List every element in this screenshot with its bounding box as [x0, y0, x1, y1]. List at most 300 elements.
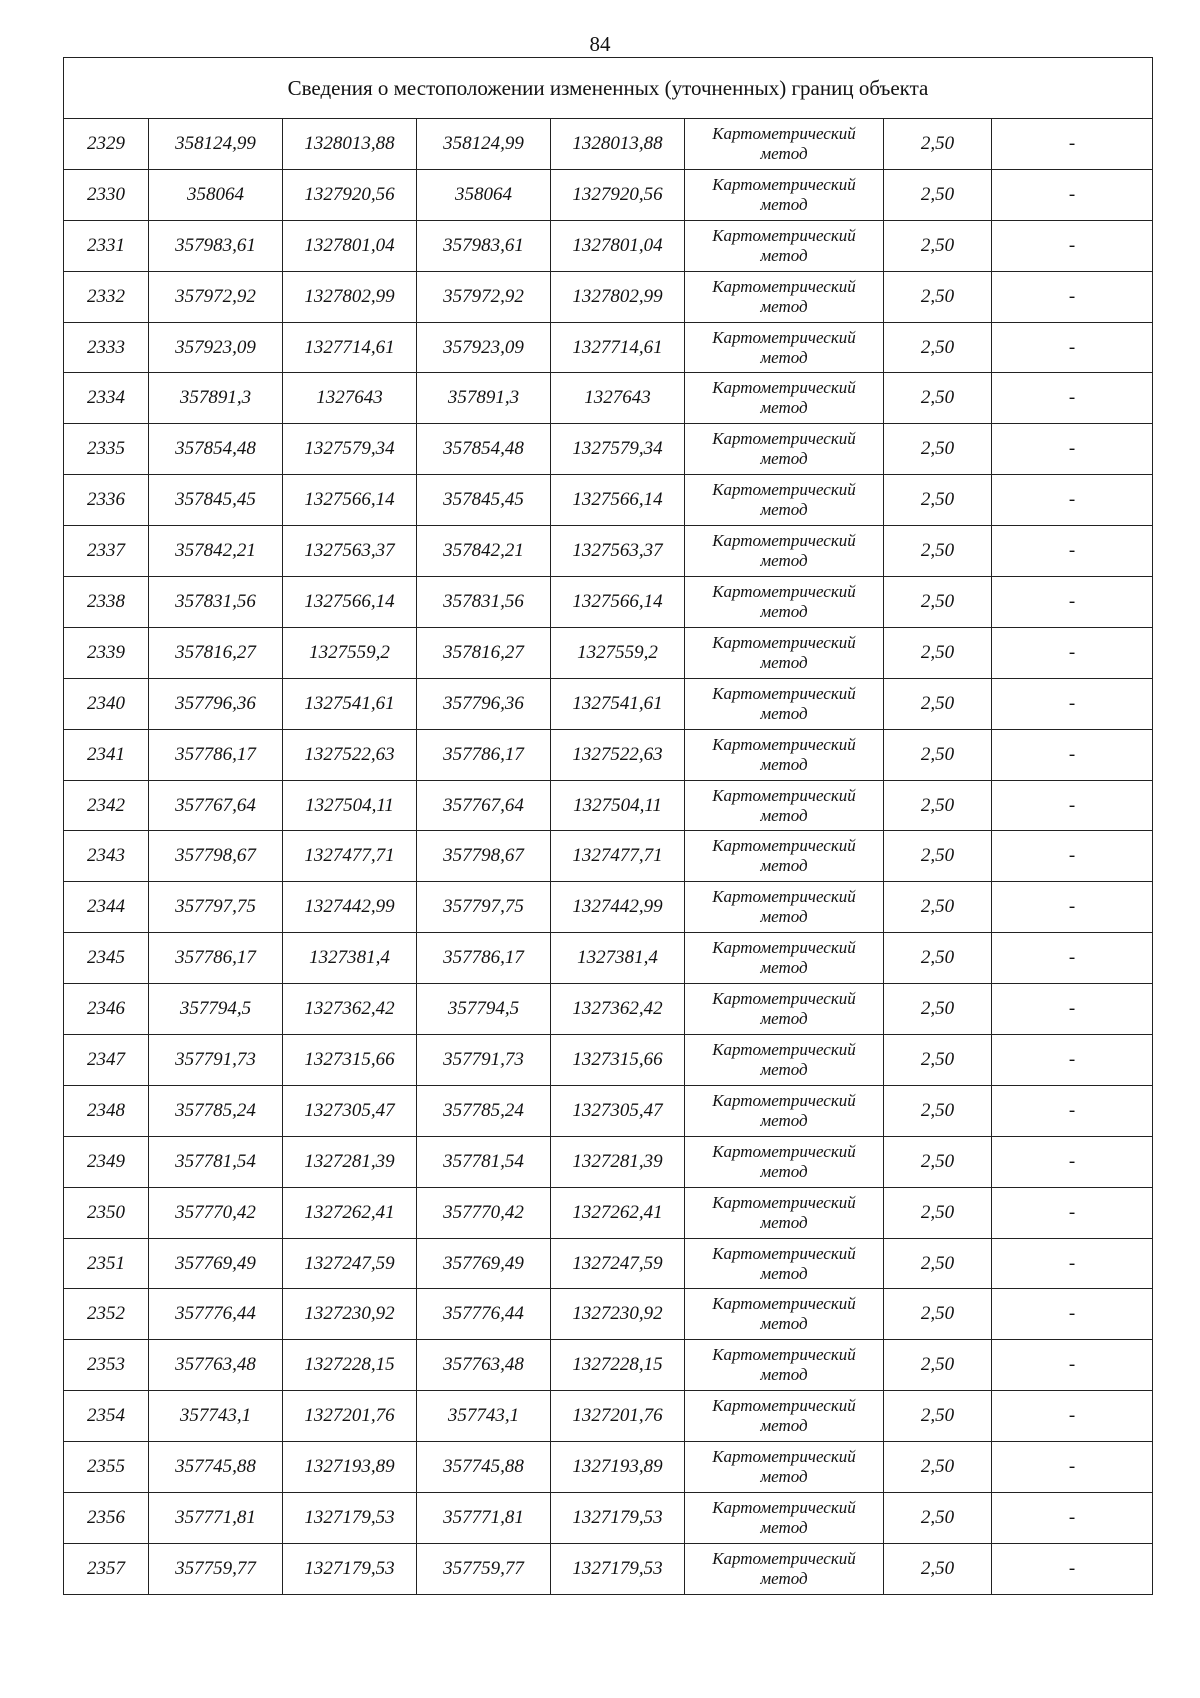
method-line-1: Картометрический	[712, 123, 856, 143]
method-line-2: метод	[760, 703, 808, 723]
accuracy-cell: 2,50	[884, 627, 992, 678]
page-number: 84	[589, 32, 611, 56]
x-refined-cell: 357854,48	[417, 424, 551, 475]
y-existing-cell: 1327381,4	[283, 933, 417, 984]
point-number-cell: 2352	[64, 1289, 149, 1340]
point-number-cell: 2346	[64, 984, 149, 1035]
table-body	[64, 58, 1153, 1595]
y-existing-cell: 1327362,42	[283, 984, 417, 1035]
accuracy-cell: 2,50	[884, 577, 992, 628]
accuracy-cell: 2,50	[884, 322, 992, 373]
x-refined-cell: 357771,81	[417, 1493, 551, 1544]
method-cell	[685, 627, 884, 678]
method-line-1: Картометрический	[712, 1396, 856, 1416]
x-existing-cell: 357763,48	[149, 1340, 283, 1391]
y-refined-cell: 1327522,63	[551, 729, 685, 780]
point-number-cell: 2330	[64, 169, 149, 220]
note-cell: -	[992, 1391, 1153, 1442]
point-number-cell: 2329	[64, 119, 149, 170]
y-existing-cell: 1327247,59	[283, 1238, 417, 1289]
y-refined-cell: 1327193,89	[551, 1442, 685, 1493]
note-cell: -	[992, 780, 1153, 831]
point-number-cell: 2350	[64, 1187, 149, 1238]
method-line-2: метод	[760, 245, 808, 265]
x-refined-cell: 358124,99	[417, 119, 551, 170]
y-existing-cell: 1327179,53	[283, 1493, 417, 1544]
x-existing-cell: 357891,3	[149, 373, 283, 424]
method-cell	[685, 526, 884, 577]
accuracy-cell: 2,50	[884, 678, 992, 729]
method-line-1: Картометрический	[712, 429, 856, 449]
y-refined-cell: 1327504,11	[551, 780, 685, 831]
table-row	[64, 678, 1153, 729]
method-line-1: Картометрический	[712, 1141, 856, 1161]
method-line-1: Картометрический	[712, 938, 856, 958]
y-existing-cell: 1327305,47	[283, 1085, 417, 1136]
accuracy-cell: 2,50	[884, 1238, 992, 1289]
x-refined-cell: 357781,54	[417, 1136, 551, 1187]
x-refined-cell: 358064	[417, 169, 551, 220]
method-line-2: метод	[760, 856, 808, 876]
method-cell	[685, 577, 884, 628]
x-refined-cell: 357891,3	[417, 373, 551, 424]
method-line-1: Картометрический	[712, 174, 856, 194]
x-refined-cell: 357743,1	[417, 1391, 551, 1442]
y-existing-cell: 1327228,15	[283, 1340, 417, 1391]
note-cell: -	[992, 373, 1153, 424]
method-line-2: метод	[760, 1212, 808, 1232]
x-existing-cell: 357842,21	[149, 526, 283, 577]
point-number-cell: 2344	[64, 882, 149, 933]
method-cell	[685, 729, 884, 780]
accuracy-cell: 2,50	[884, 271, 992, 322]
x-refined-cell: 357972,92	[417, 271, 551, 322]
method-cell	[685, 882, 884, 933]
method-line-2: метод	[760, 449, 808, 469]
method-line-1: Картометрический	[712, 734, 856, 754]
note-cell: -	[992, 1085, 1153, 1136]
y-existing-cell: 1327522,63	[283, 729, 417, 780]
note-cell: -	[992, 1289, 1153, 1340]
x-refined-cell: 357745,88	[417, 1442, 551, 1493]
method-line-1: Картометрический	[712, 1294, 856, 1314]
point-number-cell: 2353	[64, 1340, 149, 1391]
y-refined-cell: 1327563,37	[551, 526, 685, 577]
method-cell	[685, 1493, 884, 1544]
x-existing-cell: 357796,36	[149, 678, 283, 729]
x-existing-cell: 357816,27	[149, 627, 283, 678]
note-cell: -	[992, 1136, 1153, 1187]
note-cell: -	[992, 271, 1153, 322]
method-line-1: Картометрический	[712, 225, 856, 245]
point-number-cell: 2338	[64, 577, 149, 628]
y-existing-cell: 1327801,04	[283, 220, 417, 271]
y-existing-cell: 1327802,99	[283, 271, 417, 322]
method-line-1: Картометрический	[712, 836, 856, 856]
method-line-1: Картометрический	[712, 887, 856, 907]
accuracy-cell: 2,50	[884, 780, 992, 831]
method-line-1: Картометрический	[712, 1447, 856, 1467]
accuracy-cell: 2,50	[884, 1136, 992, 1187]
table-row	[64, 1136, 1153, 1187]
point-number-cell: 2336	[64, 475, 149, 526]
point-number-cell: 2356	[64, 1493, 149, 1544]
accuracy-cell: 2,50	[884, 373, 992, 424]
note-cell: -	[992, 577, 1153, 628]
point-number-cell: 2340	[64, 678, 149, 729]
x-refined-cell: 357786,17	[417, 933, 551, 984]
y-existing-cell: 1327566,14	[283, 577, 417, 628]
y-refined-cell: 1327281,39	[551, 1136, 685, 1187]
method-line-2: метод	[760, 500, 808, 520]
x-existing-cell: 357767,64	[149, 780, 283, 831]
y-refined-cell: 1327566,14	[551, 577, 685, 628]
x-existing-cell: 357743,1	[149, 1391, 283, 1442]
table-row	[64, 1085, 1153, 1136]
method-line-2: метод	[760, 601, 808, 621]
method-line-2: метод	[760, 805, 808, 825]
method-cell	[685, 322, 884, 373]
accuracy-cell: 2,50	[884, 1035, 992, 1086]
method-line-1: Картометрический	[712, 683, 856, 703]
y-refined-cell: 1328013,88	[551, 119, 685, 170]
method-line-2: метод	[760, 1110, 808, 1130]
method-line-1: Картометрический	[712, 1243, 856, 1263]
x-refined-cell: 357776,44	[417, 1289, 551, 1340]
table-row	[64, 780, 1153, 831]
y-refined-cell: 1327714,61	[551, 322, 685, 373]
method-cell	[685, 1442, 884, 1493]
table-row	[64, 220, 1153, 271]
method-cell	[685, 169, 884, 220]
table-row	[64, 373, 1153, 424]
method-line-1: Картометрический	[712, 1548, 856, 1568]
point-number-cell: 2334	[64, 373, 149, 424]
accuracy-cell: 2,50	[884, 933, 992, 984]
point-number-cell: 2349	[64, 1136, 149, 1187]
x-refined-cell: 357791,73	[417, 1035, 551, 1086]
x-existing-cell: 357923,09	[149, 322, 283, 373]
method-cell	[685, 831, 884, 882]
y-refined-cell: 1327381,4	[551, 933, 685, 984]
x-refined-cell: 357831,56	[417, 577, 551, 628]
point-number-cell: 2347	[64, 1035, 149, 1086]
accuracy-cell: 2,50	[884, 220, 992, 271]
note-cell: -	[992, 678, 1153, 729]
x-refined-cell: 357797,75	[417, 882, 551, 933]
y-refined-cell: 1327201,76	[551, 1391, 685, 1442]
note-cell: -	[992, 220, 1153, 271]
method-line-2: метод	[760, 1467, 808, 1487]
note-cell: -	[992, 1340, 1153, 1391]
y-refined-cell: 1327230,92	[551, 1289, 685, 1340]
note-cell: -	[992, 1187, 1153, 1238]
table-row	[64, 322, 1153, 373]
x-existing-cell: 357785,24	[149, 1085, 283, 1136]
table-row	[64, 1187, 1153, 1238]
method-line-2: метод	[760, 958, 808, 978]
accuracy-cell: 2,50	[884, 1289, 992, 1340]
point-number-cell: 2337	[64, 526, 149, 577]
accuracy-cell: 2,50	[884, 1493, 992, 1544]
x-existing-cell: 357983,61	[149, 220, 283, 271]
x-existing-cell: 357769,49	[149, 1238, 283, 1289]
x-refined-cell: 357770,42	[417, 1187, 551, 1238]
note-cell: -	[992, 1442, 1153, 1493]
y-refined-cell: 1327315,66	[551, 1035, 685, 1086]
x-existing-cell: 357745,88	[149, 1442, 283, 1493]
y-existing-cell: 1327714,61	[283, 322, 417, 373]
x-refined-cell: 357785,24	[417, 1085, 551, 1136]
method-cell	[685, 678, 884, 729]
x-existing-cell: 357845,45	[149, 475, 283, 526]
point-number-cell: 2342	[64, 780, 149, 831]
x-refined-cell: 357816,27	[417, 627, 551, 678]
note-cell: -	[992, 627, 1153, 678]
table-row	[64, 526, 1153, 577]
note-cell: -	[992, 119, 1153, 170]
method-cell	[685, 424, 884, 475]
method-line-2: метод	[760, 1365, 808, 1385]
method-line-1: Картометрический	[712, 632, 856, 652]
accuracy-cell: 2,50	[884, 1391, 992, 1442]
table-row	[64, 1493, 1153, 1544]
x-refined-cell: 357845,45	[417, 475, 551, 526]
x-refined-cell: 357842,21	[417, 526, 551, 577]
method-line-1: Картометрический	[712, 378, 856, 398]
table-row	[64, 577, 1153, 628]
point-number-cell: 2343	[64, 831, 149, 882]
y-existing-cell: 1327315,66	[283, 1035, 417, 1086]
table-row	[64, 984, 1153, 1035]
table-row	[64, 119, 1153, 170]
accuracy-cell: 2,50	[884, 169, 992, 220]
y-existing-cell: 1327643	[283, 373, 417, 424]
table-row	[64, 424, 1153, 475]
method-line-2: метод	[760, 1314, 808, 1334]
x-existing-cell: 357786,17	[149, 729, 283, 780]
table-row	[64, 1543, 1153, 1594]
y-refined-cell: 1327262,41	[551, 1187, 685, 1238]
method-cell	[685, 1136, 884, 1187]
method-line-2: метод	[760, 754, 808, 774]
table-row	[64, 882, 1153, 933]
x-refined-cell: 357767,64	[417, 780, 551, 831]
y-refined-cell: 1327541,61	[551, 678, 685, 729]
table-row	[64, 729, 1153, 780]
method-cell	[685, 1085, 884, 1136]
y-existing-cell: 1327920,56	[283, 169, 417, 220]
method-line-2: метод	[760, 1416, 808, 1436]
y-existing-cell: 1328013,88	[283, 119, 417, 170]
table-row	[64, 831, 1153, 882]
method-line-2: метод	[760, 1517, 808, 1537]
accuracy-cell: 2,50	[884, 882, 992, 933]
x-existing-cell: 357791,73	[149, 1035, 283, 1086]
method-line-2: метод	[760, 652, 808, 672]
boundary-coordinates-table	[63, 57, 1153, 1595]
y-existing-cell: 1327201,76	[283, 1391, 417, 1442]
y-refined-cell: 1327442,99	[551, 882, 685, 933]
table-title: Сведения о местоположении измененных (уточненных) границ объекта	[64, 58, 1153, 119]
x-existing-cell: 357776,44	[149, 1289, 283, 1340]
point-number-cell: 2345	[64, 933, 149, 984]
y-refined-cell: 1327477,71	[551, 831, 685, 882]
method-line-1: Картометрический	[712, 785, 856, 805]
y-refined-cell: 1327801,04	[551, 220, 685, 271]
method-line-1: Картометрический	[712, 1345, 856, 1365]
x-existing-cell: 357854,48	[149, 424, 283, 475]
method-line-2: метод	[760, 398, 808, 418]
x-existing-cell: 357786,17	[149, 933, 283, 984]
y-refined-cell: 1327559,2	[551, 627, 685, 678]
y-existing-cell: 1327477,71	[283, 831, 417, 882]
method-cell	[685, 984, 884, 1035]
note-cell: -	[992, 984, 1153, 1035]
note-cell: -	[992, 1238, 1153, 1289]
x-refined-cell: 357786,17	[417, 729, 551, 780]
x-existing-cell: 358064	[149, 169, 283, 220]
accuracy-cell: 2,50	[884, 729, 992, 780]
note-cell: -	[992, 1035, 1153, 1086]
x-existing-cell: 357798,67	[149, 831, 283, 882]
y-refined-cell: 1327179,53	[551, 1493, 685, 1544]
method-cell	[685, 1035, 884, 1086]
x-existing-cell: 357781,54	[149, 1136, 283, 1187]
x-existing-cell: 358124,99	[149, 119, 283, 170]
note-cell: -	[992, 1543, 1153, 1594]
y-existing-cell: 1327504,11	[283, 780, 417, 831]
method-cell	[685, 220, 884, 271]
table-row	[64, 475, 1153, 526]
y-existing-cell: 1327193,89	[283, 1442, 417, 1493]
point-number-cell: 2348	[64, 1085, 149, 1136]
y-refined-cell: 1327362,42	[551, 984, 685, 1035]
x-existing-cell: 357759,77	[149, 1543, 283, 1594]
y-refined-cell: 1327802,99	[551, 271, 685, 322]
method-line-2: метод	[760, 347, 808, 367]
point-number-cell: 2339	[64, 627, 149, 678]
method-line-1: Картометрический	[712, 327, 856, 347]
y-refined-cell: 1327305,47	[551, 1085, 685, 1136]
y-existing-cell: 1327566,14	[283, 475, 417, 526]
point-number-cell: 2357	[64, 1543, 149, 1594]
x-existing-cell: 357797,75	[149, 882, 283, 933]
y-existing-cell: 1327579,34	[283, 424, 417, 475]
note-cell: -	[992, 526, 1153, 577]
x-refined-cell: 357923,09	[417, 322, 551, 373]
method-cell	[685, 1289, 884, 1340]
y-refined-cell: 1327579,34	[551, 424, 685, 475]
method-line-2: метод	[760, 1009, 808, 1029]
accuracy-cell: 2,50	[884, 1340, 992, 1391]
x-existing-cell: 357794,5	[149, 984, 283, 1035]
x-existing-cell: 357770,42	[149, 1187, 283, 1238]
method-cell	[685, 933, 884, 984]
point-number-cell: 2355	[64, 1442, 149, 1493]
x-refined-cell: 357796,36	[417, 678, 551, 729]
method-line-2: метод	[760, 1161, 808, 1181]
point-number-cell: 2332	[64, 271, 149, 322]
note-cell: -	[992, 475, 1153, 526]
x-refined-cell: 357763,48	[417, 1340, 551, 1391]
x-refined-cell: 357983,61	[417, 220, 551, 271]
x-refined-cell: 357769,49	[417, 1238, 551, 1289]
y-refined-cell: 1327228,15	[551, 1340, 685, 1391]
table-row	[64, 271, 1153, 322]
accuracy-cell: 2,50	[884, 1085, 992, 1136]
method-line-1: Картометрический	[712, 531, 856, 551]
table-row	[64, 627, 1153, 678]
method-line-2: метод	[760, 551, 808, 571]
note-cell: -	[992, 1493, 1153, 1544]
y-refined-cell: 1327566,14	[551, 475, 685, 526]
accuracy-cell: 2,50	[884, 1187, 992, 1238]
x-refined-cell: 357759,77	[417, 1543, 551, 1594]
accuracy-cell: 2,50	[884, 984, 992, 1035]
point-number-cell: 2335	[64, 424, 149, 475]
method-line-1: Картометрический	[712, 480, 856, 500]
accuracy-cell: 2,50	[884, 1442, 992, 1493]
method-line-2: метод	[760, 1059, 808, 1079]
y-refined-cell: 1327179,53	[551, 1543, 685, 1594]
method-cell	[685, 780, 884, 831]
note-cell: -	[992, 729, 1153, 780]
method-cell	[685, 1543, 884, 1594]
method-line-2: метод	[760, 1263, 808, 1283]
x-refined-cell: 357798,67	[417, 831, 551, 882]
y-existing-cell: 1327541,61	[283, 678, 417, 729]
table-row	[64, 1391, 1153, 1442]
method-line-1: Картометрический	[712, 276, 856, 296]
x-existing-cell: 357972,92	[149, 271, 283, 322]
method-line-1: Картометрический	[712, 1192, 856, 1212]
note-cell: -	[992, 424, 1153, 475]
accuracy-cell: 2,50	[884, 1543, 992, 1594]
method-cell	[685, 475, 884, 526]
x-existing-cell: 357831,56	[149, 577, 283, 628]
table-title-row	[64, 58, 1153, 119]
method-line-2: метод	[760, 907, 808, 927]
method-line-2: метод	[760, 194, 808, 214]
y-existing-cell: 1327559,2	[283, 627, 417, 678]
note-cell: -	[992, 933, 1153, 984]
note-cell: -	[992, 322, 1153, 373]
method-line-2: метод	[760, 296, 808, 316]
point-number-cell: 2354	[64, 1391, 149, 1442]
y-refined-cell: 1327643	[551, 373, 685, 424]
method-line-1: Картометрический	[712, 989, 856, 1009]
method-cell	[685, 119, 884, 170]
point-number-cell: 2341	[64, 729, 149, 780]
note-cell: -	[992, 831, 1153, 882]
y-refined-cell: 1327920,56	[551, 169, 685, 220]
point-number-cell: 2331	[64, 220, 149, 271]
accuracy-cell: 2,50	[884, 526, 992, 577]
table-row	[64, 169, 1153, 220]
table-row	[64, 1442, 1153, 1493]
y-existing-cell: 1327563,37	[283, 526, 417, 577]
y-existing-cell: 1327262,41	[283, 1187, 417, 1238]
x-existing-cell: 357771,81	[149, 1493, 283, 1544]
accuracy-cell: 2,50	[884, 831, 992, 882]
method-cell	[685, 1238, 884, 1289]
method-cell	[685, 373, 884, 424]
method-cell	[685, 271, 884, 322]
method-line-1: Картометрический	[712, 1497, 856, 1517]
method-line-2: метод	[760, 143, 808, 163]
method-line-1: Картометрический	[712, 1090, 856, 1110]
